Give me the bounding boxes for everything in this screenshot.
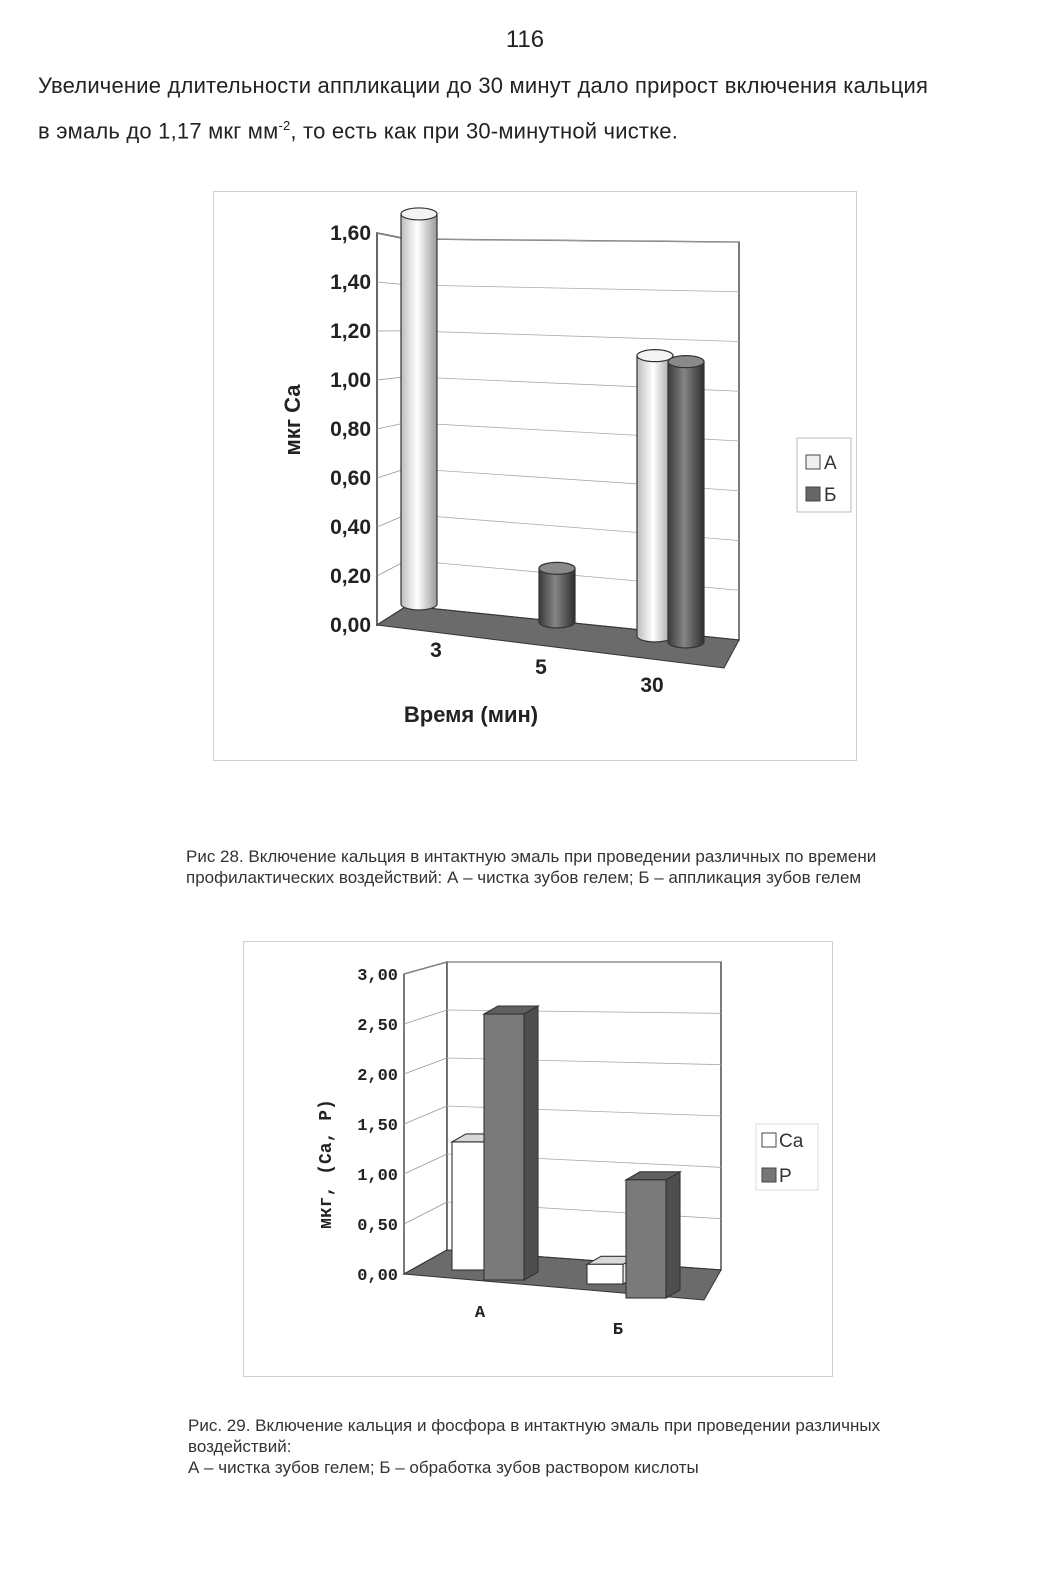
chart-28-y-tick-label: 0,40	[330, 516, 371, 539]
chart-28-legend-label-a: А	[824, 453, 837, 474]
chart-29	[243, 941, 833, 1377]
chart-28-legend	[797, 438, 851, 512]
chart-28-legend-swatch-b	[806, 487, 820, 501]
figure-29-caption-line-2: воздействий:	[188, 1437, 292, 1456]
chart-28-bar-Б-5	[539, 562, 575, 628]
chart-29-y-tick-label: 3,00	[357, 967, 398, 986]
chart-28	[213, 191, 857, 761]
chart-29-y-tick-label: 0,50	[357, 1217, 398, 1236]
chart-28-y-tick-label: 1,20	[330, 320, 371, 343]
page-number: 116	[505, 26, 545, 53]
chart-29-y-tick-label: 1,00	[357, 1167, 398, 1186]
figure-28-caption	[186, 846, 1026, 888]
chart-28-x-tick-label: 3	[430, 639, 442, 662]
chart-29-bar-P-Б	[626, 1172, 680, 1298]
chart-29-legend-label-ca: Ca	[779, 1131, 804, 1152]
intro-line-2-start: в эмаль до 1,17 мкг мм	[38, 118, 279, 144]
chart-29-x-tick-label: Б	[612, 1321, 624, 1340]
chart-28-svg	[214, 192, 856, 760]
intro-line-2-end: , то есть как при 30-минутной чистке.	[290, 118, 679, 144]
chart-29-legend-swatch-ca	[762, 1133, 776, 1147]
chart-29-y-tick-label: 0,00	[357, 1267, 398, 1286]
chart-29-y-tick-label: 1,50	[357, 1117, 398, 1136]
chart-28-bar-Б-30	[668, 356, 704, 648]
chart-29-svg	[244, 942, 832, 1376]
chart-28-y-tick-label: 0,80	[330, 418, 371, 441]
chart-29-legend	[756, 1124, 818, 1190]
chart-28-y-axis-title: мкг Са	[280, 384, 305, 456]
chart-28-legend-label-b: Б	[824, 485, 837, 506]
figure-28-caption-line-1: Рис 28. Включение кальция в интактную эмаль при проведении различных по времени	[186, 847, 877, 866]
chart-28-y-tick-label: 0,60	[330, 467, 371, 490]
figure-29-caption-line-3: А – чистка зубов гелем; Б – обработка зубов раствором кислоты	[188, 1458, 699, 1477]
chart-28-x-tick-label: 30	[640, 674, 664, 697]
chart-28-x-axis-title: Время (мин)	[403, 702, 539, 727]
chart-29-x-ticks	[475, 1304, 623, 1340]
intro-line-2	[38, 106, 1018, 151]
figure-29-caption	[188, 1415, 1028, 1478]
chart-29-legend-swatch-p	[762, 1168, 776, 1182]
chart-28-y-tick-label: 1,40	[330, 271, 371, 294]
chart-29-bar-P-А	[484, 1006, 538, 1280]
chart-28-legend-swatch-a	[806, 455, 820, 469]
chart-28-x-tick-label: 5	[535, 656, 547, 679]
chart-29-legend-label-p: P	[779, 1166, 792, 1187]
chart-29-y-ticks	[357, 967, 398, 1286]
chart-28-y-tick-label: 0,00	[330, 614, 371, 637]
figure-28-caption-line-2: профилактических воздействий: А – чистка зубов гелем; Б – аппликация зубов гелем	[186, 868, 862, 887]
chart-28-y-tick-label: 0,20	[330, 565, 371, 588]
chart-29-y-tick-label: 2,50	[357, 1017, 398, 1036]
intro-line-1: Увеличение длительности аппликации до 30 минут дало прирост включения кальция	[38, 73, 929, 98]
intro-paragraph	[38, 66, 1018, 151]
figure-29-caption-line-1: Рис. 29. Включение кальция и фосфора в интактную эмаль при проведении различных	[188, 1416, 881, 1435]
chart-29-y-axis-title: мкг, (Ca, P)	[317, 1099, 337, 1229]
chart-29-side-wall	[404, 962, 447, 1274]
chart-28-y-ticks	[330, 222, 371, 637]
chart-28-bar-А-3	[401, 208, 437, 610]
intro-superscript: -2	[278, 118, 291, 133]
chart-28-y-tick-label: 1,60	[330, 222, 371, 245]
chart-29-x-tick-label: А	[474, 1304, 486, 1323]
chart-28-y-tick-label: 1,00	[330, 369, 371, 392]
chart-29-y-tick-label: 2,00	[357, 1067, 398, 1086]
